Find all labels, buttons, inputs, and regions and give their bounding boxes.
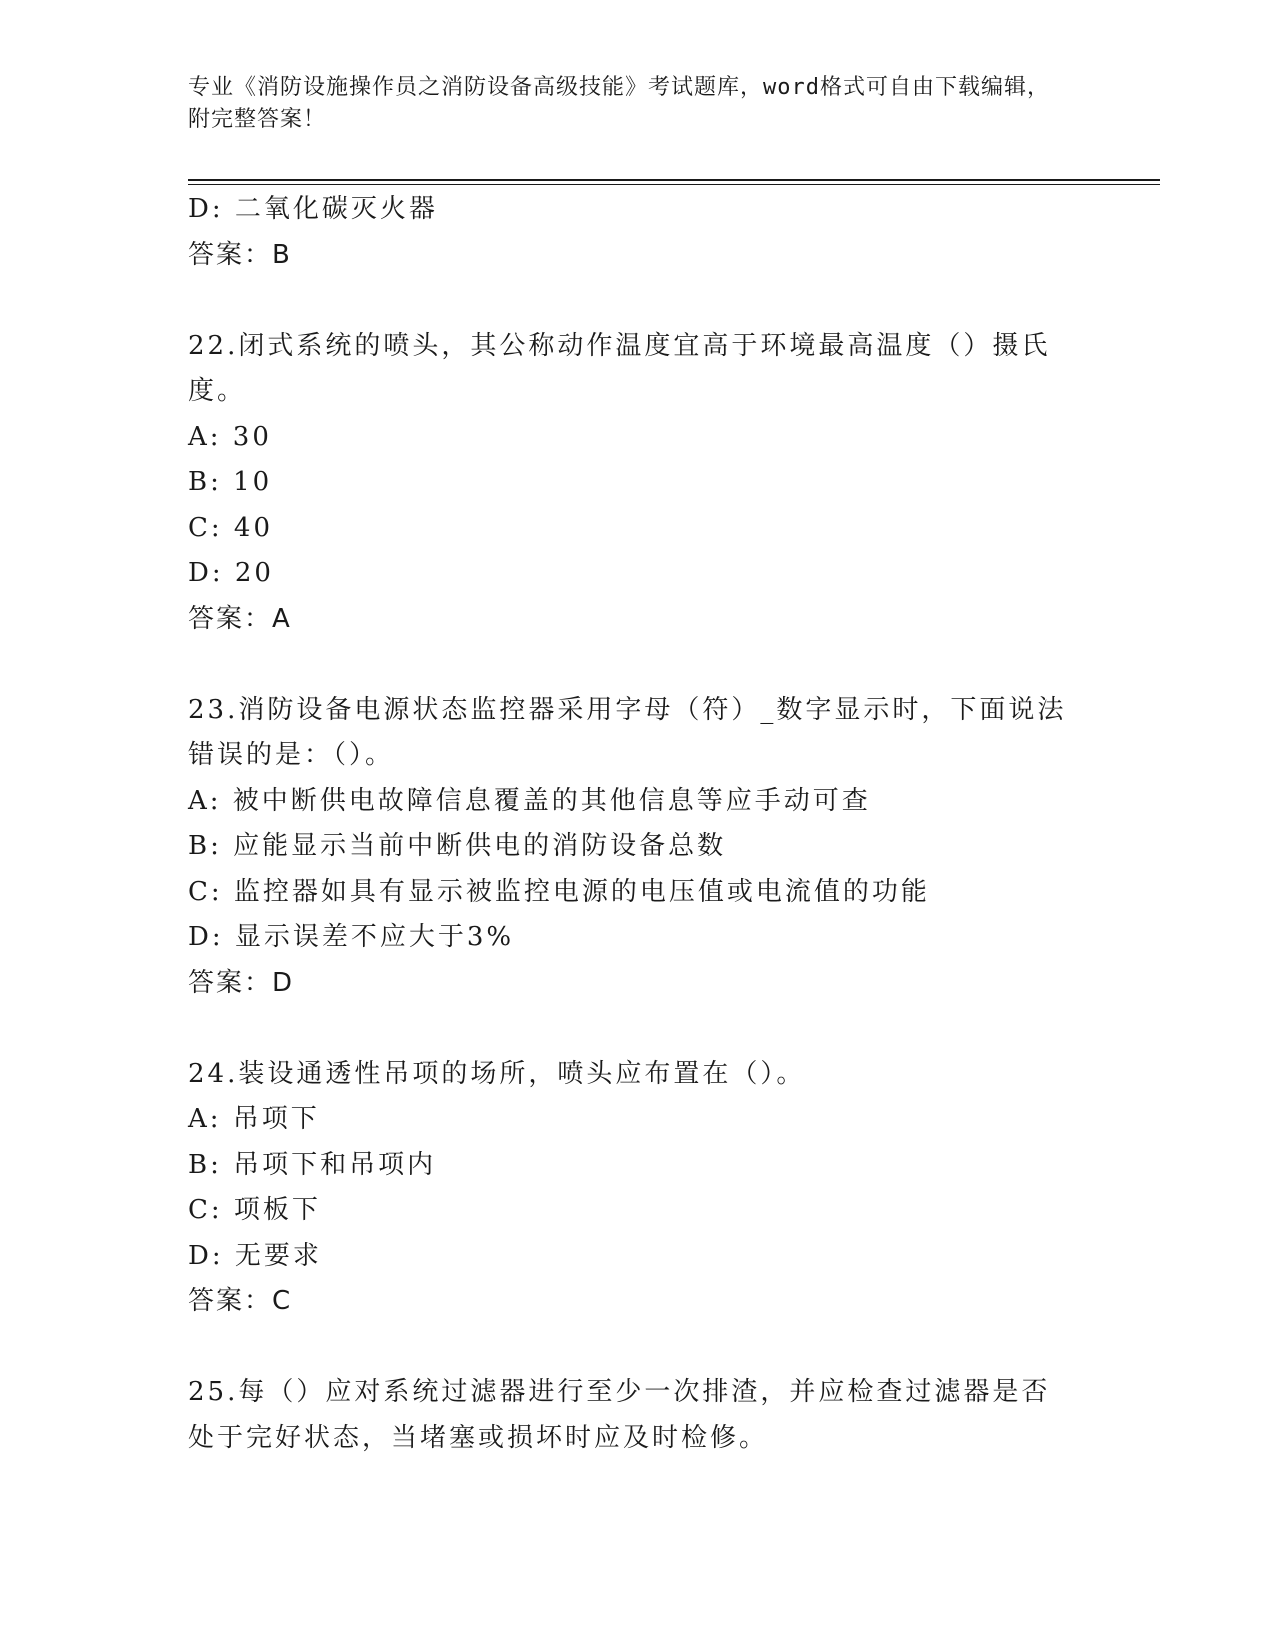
q24-answer: 答案：C bbox=[188, 1286, 293, 1316]
q21-option-d: D: 二氧化碳灭火器 bbox=[188, 194, 438, 224]
question-list bbox=[188, 187, 1088, 1461]
q21-answer: 答案：B bbox=[188, 239, 292, 270]
q23-stem: 23.消防设备电源状态监控器采用字母（符）_数字显示时，下面说法错误的是：（）。 bbox=[188, 694, 1067, 770]
document-header: 专业《消防设施操作员之消防设备高级技能》考试题库，word格式可自由下载编辑，附完整答案！ bbox=[188, 75, 1050, 132]
q24-option-a: A: 吊项下 bbox=[188, 1104, 320, 1134]
q25-stem: 25.每（）应对系统过滤器进行至少一次排渣，并应检查过滤器是否处于完好状态，当堵塞或损坏时应及时检修。 bbox=[188, 1377, 1051, 1453]
q23-option-d: D: 显示误差不应大于3% bbox=[188, 922, 515, 952]
q23-option-b: B: 应能显示当前中断供电的消防设备总数 bbox=[188, 831, 727, 861]
q22-option-a: A: 30 bbox=[188, 421, 272, 452]
q23-option-a: A: 被中断供电故障信息覆盖的其他信息等应手动可查 bbox=[188, 785, 871, 816]
header-divider-thin bbox=[188, 184, 1160, 185]
q23-option-c: C: 监控器如具有显示被监控电源的电压值或电流值的功能 bbox=[188, 876, 930, 907]
q22-stem: 22.闭式系统的喷头，其公称动作温度宜高于环境最高温度（）摄氏度。 bbox=[188, 330, 1051, 406]
q24-stem: 24.装设通透性吊项的场所，喷头应布置在（）。 bbox=[188, 1058, 806, 1089]
q22-option-d: D: 20 bbox=[188, 558, 274, 588]
q24-option-d: D: 无要求 bbox=[188, 1240, 322, 1271]
q24-option-b: B: 吊项下和吊项内 bbox=[188, 1149, 437, 1180]
q23-answer: 答案：D bbox=[188, 967, 295, 998]
q24-option-c: C: 项板下 bbox=[188, 1195, 321, 1225]
q22-option-c: C: 40 bbox=[188, 512, 274, 543]
header-divider bbox=[188, 179, 1160, 181]
q22-answer: 答案：A bbox=[188, 603, 292, 634]
q22-option-b: B: 10 bbox=[188, 467, 273, 497]
